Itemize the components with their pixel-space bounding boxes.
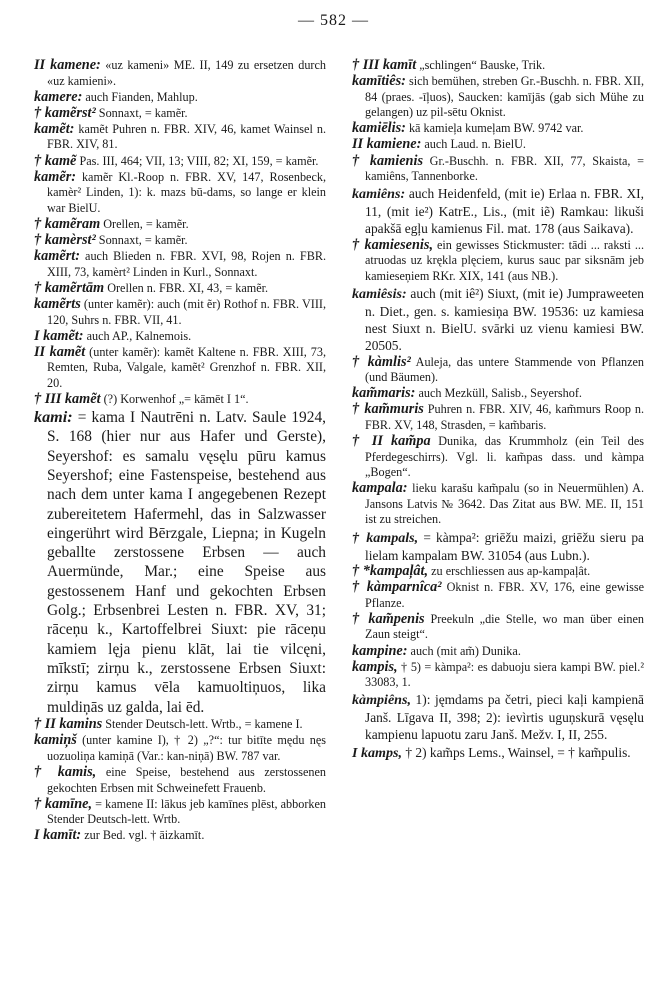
dictionary-entry xyxy=(34,345,326,392)
entry-headword: I kamẽt: xyxy=(34,327,84,344)
dictionary-entry xyxy=(352,74,644,121)
dictionary-entry xyxy=(34,154,326,170)
dictionary-entry xyxy=(34,233,326,249)
dictionary-entry xyxy=(34,408,326,717)
dictionary-entry xyxy=(34,392,326,408)
entry-definition: kamẽr Kl.-Roop n. FBR. XV, 147, Rosenbeck, kamèr² Linden, 1): k. mazs bū-dams, so lange er klein war BielU. xyxy=(47,169,326,215)
dictionary-entry xyxy=(34,170,326,217)
entry-definition: 1): jęmdams pa četri, pieci kaļi kampienā Janš. Līgava II, 398; 2): ievìrtis uguņskurā vęsęlu kampienu lapuotu zaru Janš. Mežv. I, II, 255. xyxy=(365,692,644,743)
dictionary-entry xyxy=(352,355,644,386)
entry-headword: kàmpiêns, xyxy=(352,692,411,709)
page-number: — 582 — xyxy=(298,12,369,29)
entry-headword: kamẽrts xyxy=(34,295,81,312)
entry-definition: Gr.-Buschh. n. FBR. XII, 77, Skaista, = kamiêns, Tannenborke. xyxy=(365,153,644,184)
entry-headword: kamiņš xyxy=(34,732,77,749)
entry-definition: Dunika, das Krummholz (ein Teil des Pferdegeschirrs). Vgl. li. kam̃pas dass. und kàmpa „Bogen“. xyxy=(365,434,644,480)
entry-definition: auch (mit am̃) Dunika. xyxy=(407,643,521,658)
entry-headword: kampine: xyxy=(352,642,408,659)
entry-definition: lieku karašu kam̃palu (so in Neuermühlen) A. Jansons Latvis № 3642. Das Zitat aus BW. ME. II, 151 ist zu streichen. xyxy=(365,481,644,527)
entry-headword: kamẽt: xyxy=(34,120,75,137)
dictionary-entry xyxy=(352,58,644,74)
dictionary-entry xyxy=(34,329,326,345)
entry-definition: (unter kamẽr): kamẽt Kaltene n. FBR. XIII, 73, Remten, Ruba, Valgale, kamẽt² Grenzhof n. FBR. XII, 20. xyxy=(47,344,326,390)
entry-headword: † kamèrst² xyxy=(34,232,96,249)
entry-definition: auch Heidenfeld, (mit ie) Erlaa n. FBR. XI, 11, (mit ie²) KatrE., Lis., (mit iẽ) Ramkau: likuši apakšā egļu kamienus Fil. mat. 178 (aus Saikava). xyxy=(365,186,644,237)
dictionary-entry xyxy=(34,58,326,89)
entry-definition: auch AP., Kalnemois. xyxy=(83,328,192,343)
entry-headword: † II kam̃pa xyxy=(352,433,431,449)
entry-definition: = kàmpa²: griēžu maizi, griēžu sieru pa lielam kampalam BW. 31054 (aus Lubn.). xyxy=(365,529,644,563)
entry-headword: † kamienis xyxy=(352,152,424,169)
entry-definition: auch Mezküll, Salisb., Seyershof. xyxy=(415,386,582,401)
entry-headword: kamiêns: xyxy=(352,186,406,203)
entry-definition: ein gewisses Stickmuster: tādi ... raksti ... atruodas uz krękla plęciem, kurus sauc par siksnām jeb kamieseņiem RKr. XIX, 141 (aus NB.). xyxy=(365,237,644,283)
dictionary-entry xyxy=(34,90,326,106)
dictionary-column-right xyxy=(352,58,644,762)
dictionary-entry xyxy=(352,612,644,643)
entry-headword: II kamene: xyxy=(34,57,101,73)
entry-headword: I kamps, xyxy=(352,744,403,761)
entry-definition: (unter kamẽr): auch (mit ẽr) Rothof n. FBR. VIII, 120, Suhrs n. FBR. VII, 41. xyxy=(47,296,326,327)
entry-headword: † kamīne, xyxy=(34,795,93,812)
entry-headword: † kamẽram xyxy=(34,215,101,232)
entry-definition: = kama I Nautrēni n. Latv. Saule 1924, S. 168 (hier nur aus Hafer und Gerste), Seyershof: es samalu vęsęlu pūru kamus Seyershof; eine Fastenspeise, bestehend aus nach dem unter kama I angegebenen Rezept zubereitetem Hafermehl, das in Salzwasser eingerührt wird Bērzgale, Liepna; in Kugeln geballte zerstossene Erbsen — auch Auermünde, Mar.; eine Speise aus gestossenem Hanf und gekochten Erbsen Golg.; Erbsenbrei Lesten n. FBR. XV, 31; rāceņu k., Kartoffelbrei Siuxt: pie rāceņu kamiem lęja pienu klāt, lai tie vilcęni, mīkstī; zirņu k., zerstossene Erbsen Siuxt: zirņu kamus vēla kamuoltiņuos, lika muldiņās uz galda, lai ēd. xyxy=(47,409,326,716)
dictionary-entry xyxy=(352,529,644,564)
entry-headword: kamere: xyxy=(34,88,83,105)
entry-headword: II kamẽt xyxy=(34,343,86,360)
entry-headword: † kam̃penis xyxy=(352,610,425,627)
entry-headword: kampala: xyxy=(352,480,408,497)
dictionary-entry xyxy=(352,691,644,743)
entry-definition: Oknist n. FBR. XV, 176, eine gewisse Pflanze. xyxy=(365,580,644,610)
dictionary-entry xyxy=(352,137,644,153)
dictionary-entry xyxy=(34,828,326,844)
entry-definition: auch (mit iê²) Siuxt, (mit ie) Jumpraweeten n. Diet., gen. s. kamiesiņa BW. 19536: uz kamiesa nest Siuxt n. BielU. svārki uz vienu kamiesi BW. 20505. xyxy=(365,286,644,354)
entry-definition: Sonnaxt, = kamẽr. xyxy=(95,105,188,120)
entry-headword: † kàmlis² xyxy=(352,353,411,370)
dictionary-entry xyxy=(352,121,644,137)
dictionary-entry xyxy=(34,733,326,764)
entry-headword: † kamẽ xyxy=(34,152,77,169)
dictionary-entry xyxy=(352,285,644,354)
entry-definition: „schlingen“ Bauske, Trik. xyxy=(416,58,546,72)
dictionary-entry xyxy=(352,386,644,402)
dictionary-entry xyxy=(352,580,644,611)
entry-headword: kamiēlis: xyxy=(352,120,406,137)
entry-definition: Auleja, das untere Stammende von Pflanzen (und Bäumen). xyxy=(365,354,644,385)
entry-definition: Preekuln „die Stelle, wo man über einen Zaun steigt“. xyxy=(365,611,644,642)
entry-headword: kam̃maris: xyxy=(352,385,416,402)
entry-headword: † III kamīt xyxy=(352,57,417,73)
entry-definition: kā kamieļa kumeļam BW. 9742 var. xyxy=(405,121,584,136)
entry-definition: auch Blieden n. FBR. XVI, 98, Rojen n. FBR. XIII, 73, kamèrt² Linden in Kurl., Sonnaxt. xyxy=(47,249,326,279)
entry-headword: † II kamins xyxy=(34,716,103,733)
entry-headword: kamẽrt: xyxy=(34,248,80,265)
dictionary-entry xyxy=(34,797,326,828)
entry-headword: kami: xyxy=(34,409,73,427)
dictionary-column-left xyxy=(34,58,326,845)
dictionary-entry xyxy=(34,217,326,233)
dictionary-entry xyxy=(352,434,644,481)
entry-definition: sich bemühen, streben Gr.-Buschh. n. FBR. XII, 84 (praes. -īļuos), Saucken: kamījās (gab sich Mühe zu gelangen) uz pil-sētu Oknist. xyxy=(365,74,644,120)
dictionary-entry xyxy=(352,185,644,237)
entry-headword: † kàmparnîca² xyxy=(352,579,442,596)
entry-definition: Stender Deutsch-lett. Wrtb., = kamene I. xyxy=(102,717,303,732)
dictionary-entry xyxy=(34,717,326,733)
entry-definition: Pas. III, 464; VII, 13; VIII, 82; XI, 159, = kamẽr. xyxy=(76,153,319,168)
entry-headword: † kam̃muris xyxy=(352,401,424,418)
dictionary-entry xyxy=(34,765,326,796)
entry-definition: auch Fianden, Mahlup. xyxy=(82,89,198,104)
entry-definition: = kamene II: lākus jeb kamīnes plēst, abborken Stender Deutsch-lett. Wrtb. xyxy=(47,796,326,827)
entry-headword: kampis, xyxy=(352,658,398,675)
entry-definition: † 2) kam̃ps Lems., Wainsel, = † kam̃pulis. xyxy=(402,744,631,760)
dictionary-entry xyxy=(352,238,644,285)
entry-definition: Sonnaxt, = kamẽr. xyxy=(95,233,188,248)
entry-headword: † kamẽrst² xyxy=(34,104,96,121)
entry-headword: kamiêsis: xyxy=(352,286,407,303)
entry-definition: Orellen n. FBR. XI, 43, = kamẽr. xyxy=(104,280,269,295)
dictionary-entry xyxy=(352,660,644,691)
entry-headword: † III kamẽt xyxy=(34,390,101,407)
entry-definition: zu erschliessen aus ap-kampaļât. xyxy=(428,564,591,579)
entry-definition: kamẽt Puhren n. FBR. XIV, 46, kamet Wainsel n. FBR. XIV, 81. xyxy=(47,121,326,152)
entry-headword: kamītiês: xyxy=(352,73,406,90)
entry-definition: eine Speise, bestehend aus zerstossenen gekochten Erbsen mit Schweinefett Frauenb. xyxy=(47,765,326,795)
entry-definition: (unter kamine I), † 2) „?“: tur bitīte mędu nęs uozuoliņa kamiņā (Var.: kan-niņā) BW. 787 var. xyxy=(47,733,326,763)
entry-headword: I kamīt: xyxy=(34,827,82,844)
dictionary-entry xyxy=(34,106,326,122)
entry-definition: auch Laud. n. BielU. xyxy=(421,137,526,152)
entry-headword: † kamis, xyxy=(34,764,97,781)
entry-definition: (?) Korwenhof „= kāmēt I 1“. xyxy=(100,391,249,406)
dictionary-entry xyxy=(34,297,326,328)
dictionary-entry xyxy=(352,644,644,660)
dictionary-entry xyxy=(34,122,326,153)
entry-definition: Orellen, = kamẽr. xyxy=(100,216,189,231)
entry-headword: II kamiene: xyxy=(352,136,422,153)
dictionary-entry xyxy=(34,249,326,280)
entry-headword: † kamẽrtām xyxy=(34,279,105,296)
dictionary-entry xyxy=(34,281,326,297)
entry-headword: † *kampaļât, xyxy=(352,563,429,580)
entry-definition: † 5) = kàmpa²: es dabuoju siera kampi BW. piel.² 33083, 1. xyxy=(365,659,644,690)
entry-definition: zur Bed. vgl. † āizkamīt. xyxy=(81,828,205,843)
entry-headword: † kamiesenis, xyxy=(352,236,434,253)
dictionary-entry xyxy=(352,481,644,528)
dictionary-entry xyxy=(352,154,644,185)
entry-definition: «uz kameni» ME. II, 149 zu ersetzen durch «uz kamieni». xyxy=(47,58,326,88)
entry-definition: Puhren n. FBR. XIV, 46, kam̃murs Roop n. FBR. XV, 148, Strasden, = kam̃baris. xyxy=(365,402,644,432)
dictionary-entry xyxy=(352,402,644,433)
dictionary-entry xyxy=(352,744,644,762)
dictionary-entry xyxy=(352,564,644,580)
entry-headword: kamẽr: xyxy=(34,168,76,185)
entry-headword: † kampals, xyxy=(352,529,419,546)
